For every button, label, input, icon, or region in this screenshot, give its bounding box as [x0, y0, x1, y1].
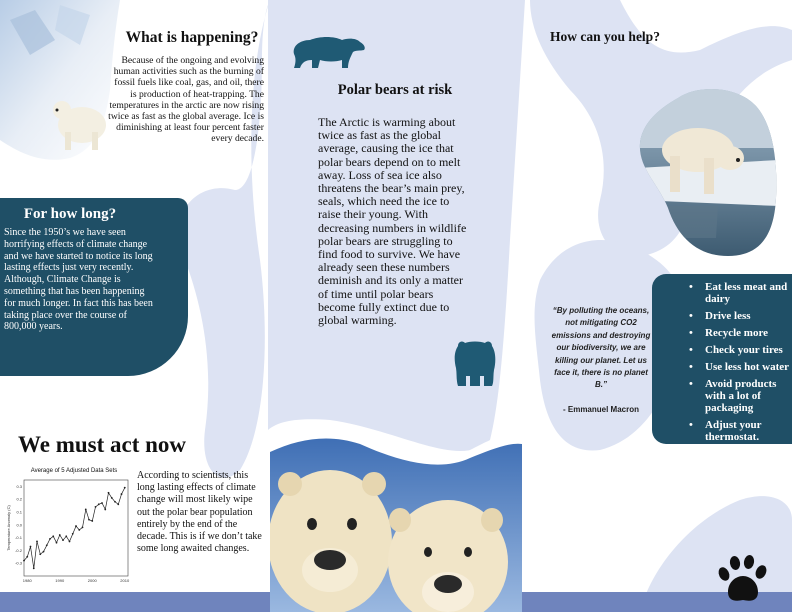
polar-bear-silhouette-icon	[290, 32, 368, 72]
y-tick-label: -0.2	[15, 547, 22, 553]
data-point	[39, 553, 41, 555]
data-point	[117, 503, 119, 505]
what-heading: What is happening?	[125, 29, 259, 46]
data-point	[23, 560, 25, 562]
y-tick-label: 0.0	[16, 522, 22, 528]
tip-item: • Adjust your thermostat.	[689, 419, 789, 443]
tip-item: • Check your tires	[689, 344, 789, 356]
x-tick-label: 1980	[22, 578, 32, 583]
data-point	[95, 506, 97, 508]
y-tick-label: 0.1	[16, 509, 22, 515]
how-long-heading: For how long?	[23, 206, 117, 222]
data-point	[59, 534, 61, 536]
data-point	[98, 503, 100, 505]
tip-item: • Avoid products with a lot of packaging	[689, 378, 789, 414]
data-point	[124, 487, 126, 489]
data-point	[72, 533, 74, 535]
data-point	[52, 535, 54, 537]
chart-title: Average of 5 Adjusted Data Sets	[30, 468, 118, 474]
data-point	[82, 526, 84, 528]
tip-item: • Eat less meat and dairy	[689, 281, 789, 305]
data-point	[43, 551, 45, 553]
data-point	[101, 502, 103, 504]
data-point	[26, 556, 28, 558]
paw-print-icon	[716, 552, 772, 608]
y-tick-label: 0.3	[16, 483, 22, 489]
temperature-chart	[4, 466, 134, 592]
y-tick-label: -0.1	[15, 535, 22, 541]
x-tick-label: 2010	[120, 578, 130, 583]
middle-heading: Polar bears at risk	[337, 82, 453, 98]
data-point	[30, 546, 32, 548]
data-point	[75, 525, 77, 527]
data-point	[91, 520, 93, 522]
right-heading: How can you help?	[550, 29, 660, 44]
data-point	[36, 541, 38, 543]
what-body: Because of the ongoing and evolving human activities such as the burning of fossil fuels like coal, gas, and oil, there is production of heat-trapping. The temperatures in the arctic are now rising twice as fast as the global average. Ice is diminishing at least four percent faster every decade.	[108, 55, 264, 145]
two-polar-bears-photo	[270, 432, 522, 612]
bear-on-ice-photo	[638, 88, 778, 258]
how-long-body: Since the 1950’s we have seen horrifying effects of climate change and we have started to notice its long lasting effects just very recently. Although, Climate Change is something that has been happening for much longer. In fact this has been taking place over the course of 800,000 years.	[4, 227, 153, 333]
middle-body: The Arctic is warming about twice as fast as the global average, causing the ice that polar bears depend on to melt away. Loss of sea ice also threatens the bear’s main prey, seals, which need the ice to raise their young. With decreasing numbers in wildlife polar bears are struggling to find food to survive. We have already seen these numbers deminish and its only a matter of time until polar bears become fully extinct due to global warming.	[318, 115, 467, 328]
bear-front-silhouette-icon	[452, 340, 498, 388]
data-point	[111, 497, 113, 499]
act-body: According to scientists, this long lasting effects of climate change will most likely wipe out the polar bear population entirely by the end of the decade. This is if we don’t take some long awaited changes.	[137, 470, 262, 555]
chart-plot	[4, 474, 134, 594]
act-heading: We must act now	[18, 432, 187, 457]
series-line	[24, 488, 125, 569]
y-axis-label: Temperature Anomaly (C)	[6, 505, 11, 551]
data-point	[49, 538, 51, 540]
data-point	[85, 509, 87, 511]
data-point	[114, 501, 116, 503]
tip-item: • Use less hot water	[689, 361, 789, 373]
data-point	[88, 519, 90, 521]
data-point	[62, 539, 64, 541]
y-tick-label: 0.2	[16, 496, 22, 502]
tip-item: • Drive less	[689, 310, 789, 322]
quote-author: - Emmanuel Macron	[562, 405, 639, 414]
tip-item: • Plant a tree.	[689, 448, 789, 460]
tip-item: • Recycle more	[689, 327, 789, 339]
tips-list	[689, 281, 789, 465]
data-point	[33, 567, 35, 569]
data-point	[104, 509, 106, 511]
x-tick-label: 2000	[87, 578, 97, 583]
data-point	[46, 544, 48, 546]
data-point	[56, 542, 58, 544]
data-point	[69, 541, 71, 543]
data-point	[65, 535, 67, 537]
data-point	[78, 529, 80, 531]
data-point	[108, 492, 110, 494]
data-point	[121, 493, 123, 495]
plot-frame	[24, 480, 128, 576]
quote-text: “By polluting the oceans, not mitigating CO2 emissions and destroying our biodiversity, we are killing our planet. Let us face it, there is no planet B.”	[551, 306, 651, 390]
y-tick-label: -0.3	[15, 560, 22, 566]
x-tick-label: 1990	[55, 578, 65, 583]
polar-bear-ice-photo	[0, 0, 120, 160]
